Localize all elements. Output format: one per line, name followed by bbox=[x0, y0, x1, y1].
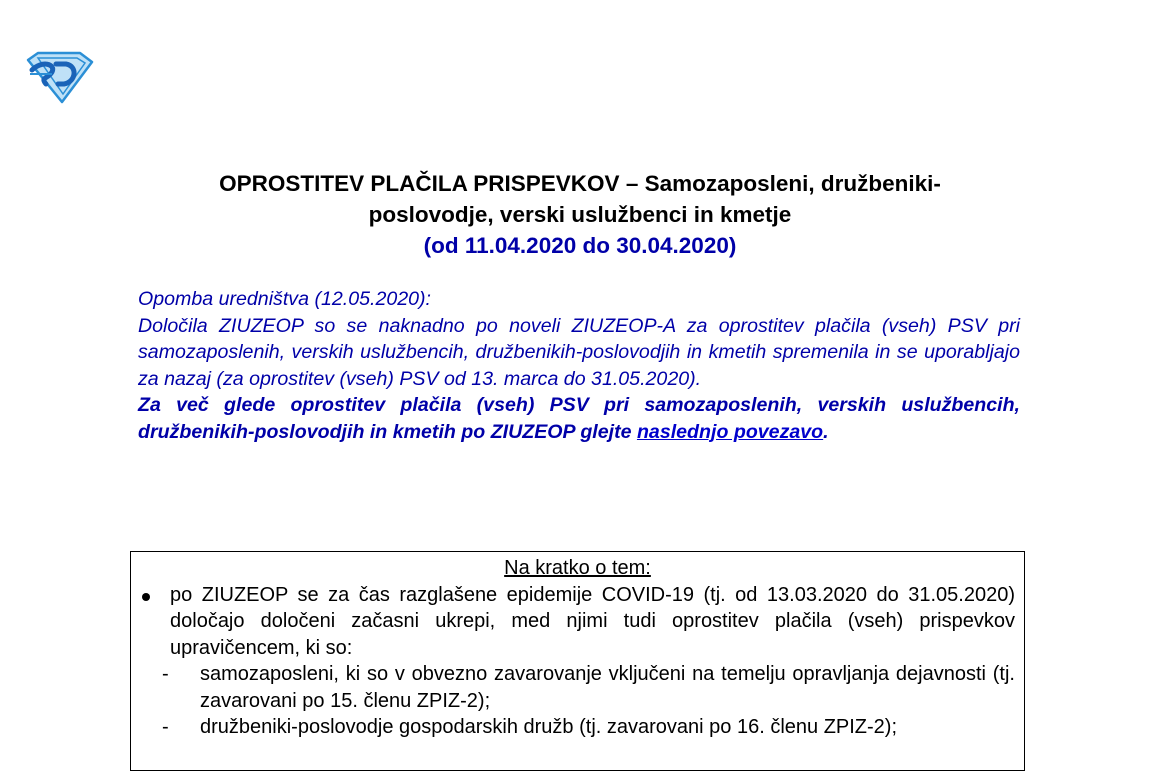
title-dates: (od 11.04.2020 do 30.04.2020) bbox=[423, 233, 737, 258]
summary-heading bbox=[131, 552, 1024, 582]
summary-list bbox=[131, 582, 1024, 741]
sub-item-text: samozaposleni, ki so v obvezno zavarovanje vključeni na temelju opravljanja dejavnosti (tj. zavarovani po 15. členu ZPIZ-2); bbox=[200, 663, 1015, 712]
dash-marker: - bbox=[162, 663, 169, 685]
bullet-text: po ZIUZEOP se za čas razglašene epidemije COVID-19 (tj. od 13.03.2020 do 31.05.2020) določajo določeni začasni ukrepi, med njimi tudi oprostitev plačila (vseh) prispevkov upravičencem, ki so: bbox=[170, 583, 1015, 659]
list-item bbox=[131, 582, 1024, 741]
summary-box bbox=[130, 551, 1025, 771]
sub-list bbox=[162, 661, 1015, 741]
note-heading: Opomba uredništva (12.05.2020): bbox=[138, 288, 431, 310]
summary-heading-text: Na kratko o tem: bbox=[504, 557, 651, 579]
document-title bbox=[120, 168, 1040, 261]
title-line-2: poslovodje, verski uslužbenci in kmetje bbox=[368, 202, 792, 227]
editorial-note bbox=[138, 286, 1020, 445]
note-bold-end: . bbox=[823, 420, 829, 443]
sub-item-text: družbeniki-poslovodje gospodarskih družb (tj. zavarovani po 16. členu ZPIZ-2); bbox=[200, 716, 898, 738]
note-bold-paragraph bbox=[138, 392, 1020, 445]
sub-list-item bbox=[162, 714, 1015, 741]
next-link[interactable]: naslednjo povezavo bbox=[636, 420, 824, 443]
bullet-icon bbox=[142, 593, 150, 601]
title-line-1: OPROSTITEV PLAČILA PRISPEVKOV – Samozaposleni, družbeniki- bbox=[219, 171, 941, 196]
dash-marker: - bbox=[162, 716, 169, 738]
sub-list-item bbox=[162, 661, 1015, 714]
note-bold-text: Za več glede oprostitev plačila (vseh) PSV pri samozaposlenih, verskih uslužbencih, družbenikih-poslovodjih in kmetih po ZIUZEOP glejte bbox=[138, 394, 1020, 443]
shield-logo-icon bbox=[22, 50, 96, 104]
note-body: Določila ZIUZEOP so se naknadno po noveli ZIUZEOP-A za oprostitev plačila (vseh) PSV pri samozaposlenih, verskih uslužbencih, družbenikih-poslovodjih in kmetih spremenila in se uporabljajo za nazaj (za oprostitev (vseh) PSV od 13. marca do 31.05.2020). bbox=[138, 314, 1020, 390]
